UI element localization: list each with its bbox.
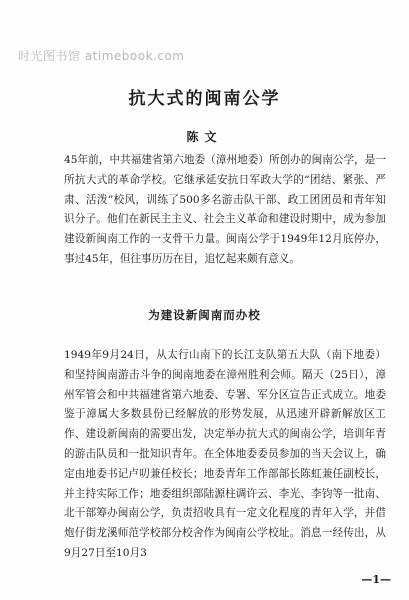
watermark: 时光图书馆 atimebook.com <box>18 49 185 63</box>
section-heading: 为建设新闽南而办校 <box>148 308 261 322</box>
page-number: —1— <box>361 573 391 586</box>
intro-paragraph: 45年前，中共福建省第六地委（漳州地委）所创办的闽南公学，是一所抗大式的革命学校。它继承延安抗日军政大学的“团结、紧张、严肃、活泼”校风，训练了500多名游击队干部、政工团团员和青年知识分子。他们在新民主主义、社会主义革命和建设时期中，成为参加建设新闽南工作的一支骨干力量。闽南公学于1949年12月底停办，事过45年，但往事历历在目，追忆起来颇有意义。 <box>64 154 386 265</box>
article-title: 抗大式的闽南公学 <box>128 89 281 109</box>
article-author: 陈文 <box>186 130 223 144</box>
body-paragraph: 1949年9月24日，从太行山南下的长江支队第五大队（南下地委）和坚持闽南游击斗争的闽南地委在漳州胜利会师。隔天（25日），漳州军管会和中共福建省第六地委、专署、军分区宣告正式成立。地委鉴于漳属大多数县份已经解放的形势发展，从迅速开辟新解放区工作、建设新闽南的需要出发，决定举办抗大式的闽南公学，培训年青的游击队员和一批知识青年。在全体地委委员参加的当天会议上，确定由地委书记卢叨兼任校长；地委青年工作部部长陈虹兼任副校长，并主持实际工作；地委组织部陆源柱调许云、李光、李钧等一批南、北干部筹办闽南公学，负责招收具有一定文化程度的青年入学，并借炮仔街龙溪师范学校部分校舍作为闽南公学校址。消息一经传出，从9月27日至10月3 <box>64 349 386 559</box>
